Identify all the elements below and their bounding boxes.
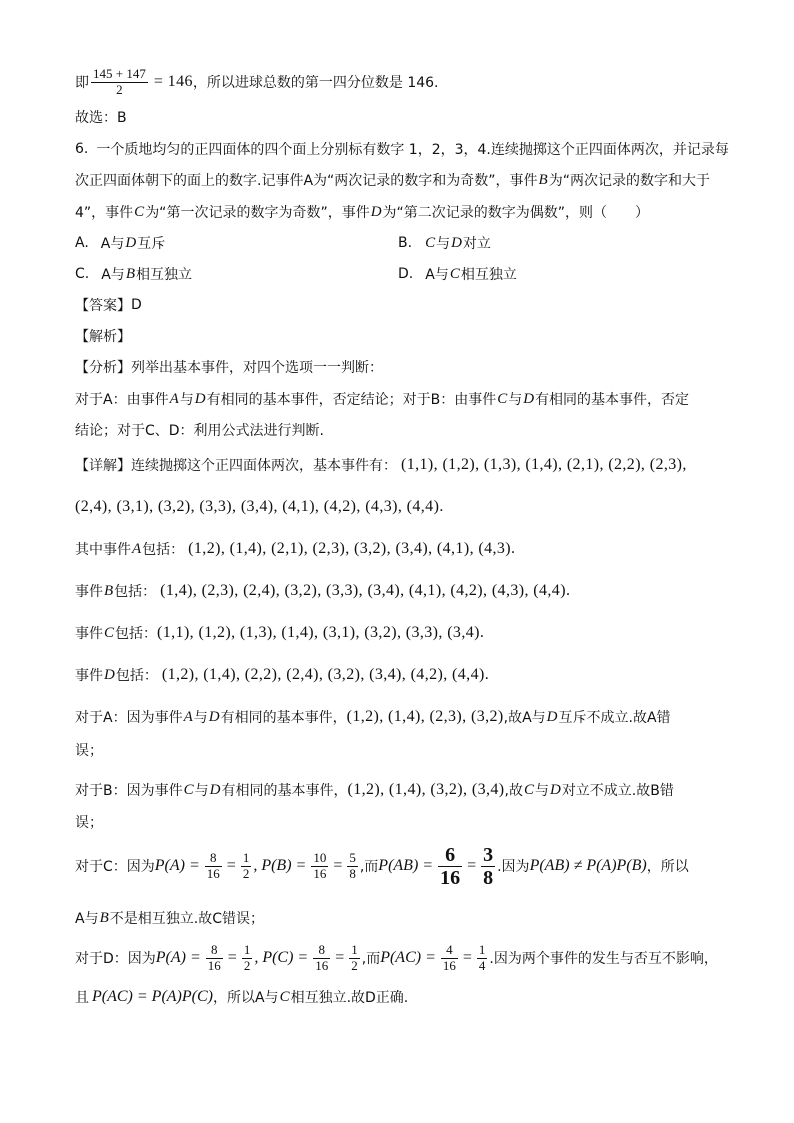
text-run: . bbox=[439, 498, 444, 515]
event-a-line bbox=[75, 532, 515, 566]
outcome-list: (1,2), (1,4), (2,3), (3,2) bbox=[346, 708, 504, 725]
denominator: 2 bbox=[242, 865, 250, 881]
event-letter: A bbox=[169, 390, 179, 407]
text-run: ,而 bbox=[361, 951, 381, 967]
event-letter: C bbox=[449, 265, 460, 282]
equals-sign: = bbox=[226, 857, 236, 874]
previous-choice: 故选：B bbox=[75, 110, 127, 126]
text-run: 【分析】列举出基本事件，对四个选项一一判断： bbox=[75, 360, 383, 376]
check-c-line bbox=[75, 843, 689, 889]
text-run: . bbox=[479, 624, 485, 641]
denominator: 2 bbox=[351, 957, 358, 973]
denominator: 16 bbox=[440, 866, 461, 889]
numerator: 8 bbox=[313, 943, 330, 959]
equals-sign: = bbox=[333, 857, 343, 874]
option-label: C. bbox=[75, 266, 90, 282]
equals-sign: = bbox=[227, 949, 237, 966]
text-run: 与 bbox=[193, 710, 208, 726]
outcome-list: (1,4), (2,3), (2,4), (3,2), (3,3), (3,4), (4,1), (4,2), (4,3), (4,4) bbox=[160, 582, 566, 599]
fraction bbox=[347, 851, 358, 882]
text-run: 有相同的基本事件， bbox=[220, 710, 347, 726]
event-letter: C bbox=[183, 781, 194, 798]
text-run: 对立 bbox=[462, 236, 491, 252]
event-letter: C bbox=[523, 781, 534, 798]
text-run: . bbox=[511, 540, 516, 557]
text-run: A与 bbox=[425, 267, 449, 283]
text-run: 且 bbox=[75, 990, 89, 1006]
text-run: 一个质地均匀的正四面体的四个面上分别标有数字 1，2，3，4.连续抛掷这个正四面体两次，并记录每 bbox=[96, 142, 729, 158]
outcome-list: (1,2), (1,4), (2,1), (2,3), (3,2), (3,4), (4,1), (4,3) bbox=[188, 540, 512, 557]
text-run: 4”，事件 bbox=[75, 205, 134, 221]
numerator: 6 bbox=[438, 844, 462, 867]
event-letter: C bbox=[425, 234, 436, 251]
question-number: 6. bbox=[75, 141, 89, 157]
fraction bbox=[438, 844, 462, 889]
text-run: 对于A：由事件 bbox=[75, 392, 169, 408]
text-run: . bbox=[565, 582, 571, 599]
text-run: 与 bbox=[534, 783, 549, 799]
event-letter: C bbox=[279, 988, 290, 1005]
event-letter: D bbox=[546, 708, 558, 725]
text-run: 与 bbox=[194, 783, 209, 799]
denominator: 16 bbox=[315, 957, 329, 973]
check-b-line-2 bbox=[75, 805, 103, 839]
equals-sign: = bbox=[462, 949, 472, 966]
text-run: 有相同的基本事件，否定 bbox=[535, 392, 690, 408]
text-run: 对于D：因为 bbox=[75, 951, 156, 967]
event-letter: C bbox=[104, 624, 115, 641]
denominator: 16 bbox=[442, 957, 456, 973]
text-run: .因为两个事件的发生与否互不影响， bbox=[489, 951, 718, 967]
event-letter: C bbox=[134, 203, 145, 220]
event-letter: B bbox=[125, 265, 135, 282]
quartile-conclusion-line bbox=[75, 65, 439, 99]
fraction bbox=[441, 943, 458, 974]
option-a bbox=[75, 226, 165, 260]
text-run: 即 bbox=[75, 75, 89, 91]
text-run: 对立不成立.故B错 bbox=[561, 783, 674, 799]
event-letter: C bbox=[497, 390, 508, 407]
check-d-line bbox=[75, 941, 718, 975]
probability-expression: , P(C) = bbox=[254, 949, 309, 966]
numerator: 4 bbox=[441, 943, 458, 959]
denominator: 2 bbox=[243, 957, 251, 973]
text-run: 【详解】连续抛掷这个正四面体两次，基本事件有： bbox=[75, 458, 397, 474]
denominator: 4 bbox=[478, 957, 486, 973]
text-run: A与 bbox=[100, 236, 125, 252]
text-run: 对于B：因为事件 bbox=[75, 783, 183, 799]
answer-tag: 【答案】 bbox=[75, 298, 131, 314]
check-a-line bbox=[75, 700, 671, 734]
detail-intro-line-2 bbox=[75, 490, 444, 524]
text-run: ，所以A与 bbox=[212, 990, 279, 1006]
numerator: 3 bbox=[483, 843, 494, 866]
denominator: 16 bbox=[313, 865, 327, 881]
event-letter: D bbox=[549, 781, 561, 798]
text-run: 事件 bbox=[75, 668, 103, 684]
text-run: 事件 bbox=[75, 626, 103, 642]
probability-equation: P(AC) = P(A)P(C) bbox=[92, 988, 213, 1005]
probability-expression: P(AC) = bbox=[380, 949, 436, 966]
text-run: 与 bbox=[508, 392, 523, 408]
question-line-3 bbox=[75, 195, 649, 229]
text-run: 相互独立 bbox=[460, 267, 517, 283]
text-run: 误； bbox=[75, 743, 103, 759]
text-run: 与 bbox=[179, 392, 194, 408]
text-run: . bbox=[484, 666, 490, 683]
text-run: ，所以 bbox=[646, 859, 689, 875]
text-run: 结论；对于C、D：利用公式法进行判断. bbox=[75, 423, 325, 439]
numerator: 5 bbox=[349, 849, 356, 865]
outcome-list: (1,1), (1,2), (1,3), (1,4), (3,1), (3,2), (3,3), (3,4) bbox=[157, 624, 480, 641]
option-b bbox=[398, 226, 491, 260]
text-run: 包括： bbox=[142, 542, 185, 558]
text-run: ,故 bbox=[504, 783, 523, 799]
text-run: 包括： bbox=[114, 584, 157, 600]
text-run: 事件 bbox=[75, 584, 103, 600]
numerator: 145 + 147 bbox=[93, 65, 146, 81]
text-run: 有相同的基本事件，否定结论；对于B：由事件 bbox=[206, 392, 497, 408]
event-c-line bbox=[75, 616, 484, 650]
fraction bbox=[241, 851, 252, 882]
question-line-2 bbox=[75, 163, 710, 197]
numerator: 1 bbox=[242, 849, 250, 865]
solution-tag: 【解析】 bbox=[75, 329, 131, 345]
text-run: A与 bbox=[101, 267, 125, 283]
check-d-line-2 bbox=[75, 980, 408, 1014]
numerator: 10 bbox=[313, 849, 327, 865]
previous-choice-line bbox=[75, 100, 127, 134]
event-letter: D bbox=[194, 390, 206, 407]
text-run: 为“第一次记录的数字为奇数”，事件 bbox=[145, 205, 370, 221]
denominator: 8 bbox=[349, 865, 356, 881]
text-run: ,而 bbox=[359, 859, 379, 875]
math-run: = 146 bbox=[153, 73, 193, 90]
denominator: 16 bbox=[206, 865, 220, 881]
fraction bbox=[242, 943, 253, 974]
event-d-line bbox=[75, 658, 489, 692]
solution-tag-line bbox=[75, 319, 131, 353]
text-run: 次正四面体朝下的面上的数字.记事件A为“两次记录的数字和为奇数”，事件 bbox=[75, 173, 538, 189]
check-c-line-2 bbox=[75, 901, 264, 935]
event-letter: D bbox=[208, 708, 220, 725]
event-letter: B bbox=[104, 582, 114, 599]
denominator: 8 bbox=[483, 866, 494, 889]
text-run: 相互独立 bbox=[135, 267, 192, 283]
option-label: B. bbox=[398, 235, 413, 251]
text-run: 有相同的基本事件， bbox=[221, 783, 348, 799]
outcome-list: (1,2), (1,4), (3,2), (3,4) bbox=[347, 781, 505, 798]
fraction bbox=[311, 851, 328, 882]
analysis-line-3 bbox=[75, 413, 324, 447]
probability-expression: , P(B) = bbox=[253, 857, 307, 874]
option-label: A. bbox=[75, 235, 89, 251]
option-label: D. bbox=[398, 266, 414, 282]
fraction bbox=[477, 943, 488, 974]
probability-expression: P(AB) = bbox=[378, 857, 434, 874]
text-run: 其中事件 bbox=[75, 542, 131, 558]
outcome-list: (2,4), (3,1), (3,2), (3,3), (3,4), (4,1), (4,2), (4,3), (4,4) bbox=[75, 498, 440, 515]
option-d bbox=[398, 257, 517, 291]
event-letter: A bbox=[132, 540, 142, 557]
equals-sign: = bbox=[335, 949, 345, 966]
fraction bbox=[313, 943, 330, 974]
numerator: 1 bbox=[478, 941, 486, 957]
event-letter: B bbox=[99, 909, 109, 926]
equals-sign: = bbox=[467, 857, 477, 874]
fraction bbox=[349, 943, 360, 974]
answer-line bbox=[75, 288, 142, 322]
answer-value: D bbox=[131, 297, 142, 313]
text-run: 对于A：因为事件 bbox=[75, 710, 183, 726]
option-c bbox=[75, 257, 192, 291]
denominator: 16 bbox=[207, 957, 221, 973]
numerator: 1 bbox=[243, 941, 251, 957]
fraction bbox=[205, 851, 222, 882]
event-letter: D bbox=[523, 390, 535, 407]
denominator: 2 bbox=[116, 81, 123, 97]
event-letter: D bbox=[125, 234, 137, 251]
event-letter: A bbox=[183, 708, 193, 725]
numerator: 8 bbox=[205, 851, 222, 867]
numerator: 1 bbox=[351, 941, 358, 957]
event-letter: B bbox=[538, 171, 548, 188]
detail-intro-line bbox=[75, 448, 687, 482]
text-run: 不是相互独立.故C错误； bbox=[109, 911, 264, 927]
text-run: A与 bbox=[75, 911, 99, 927]
text-run: 相互独立.故D正确. bbox=[290, 990, 409, 1006]
event-letter: D bbox=[104, 666, 115, 683]
analysis-line-1 bbox=[75, 350, 383, 384]
text-run: 包括： bbox=[115, 626, 158, 642]
text-run: 与 bbox=[436, 236, 451, 252]
text-run: 为“第二次记录的数字为偶数”，则（ ） bbox=[382, 205, 650, 221]
text-run: ，所以进球总数的第一四分位数是 146. bbox=[192, 75, 439, 91]
numerator: 8 bbox=[206, 943, 223, 959]
probability-expression: P(A) = bbox=[154, 857, 200, 874]
text-run: 互斥 bbox=[137, 236, 166, 252]
text-run: 互斥不成立.故A错 bbox=[558, 710, 671, 726]
check-b-line bbox=[75, 773, 674, 807]
text-run: 为“两次记录的数字和大于 bbox=[548, 173, 710, 189]
text-run: .因为 bbox=[497, 859, 530, 875]
event-letter: D bbox=[370, 203, 382, 220]
check-a-line-2 bbox=[75, 733, 103, 767]
question-line-1 bbox=[75, 132, 729, 166]
outcome-list: (1,1), (1,2), (1,3), (1,4), (2,1), (2,2), (2,3), bbox=[401, 456, 687, 473]
event-letter: D bbox=[451, 234, 462, 251]
text-run: 误； bbox=[75, 815, 103, 831]
fraction bbox=[91, 67, 148, 98]
text-run: 包括： bbox=[115, 668, 158, 684]
event-letter: D bbox=[209, 781, 221, 798]
text-run: 对于C：因为 bbox=[75, 859, 155, 875]
fraction bbox=[206, 943, 223, 974]
text-run: ,故A与 bbox=[503, 710, 546, 726]
probability-expression: P(A) = bbox=[155, 949, 201, 966]
event-b-line bbox=[75, 574, 570, 608]
outcome-list: (1,2), (1,4), (2,2), (2,4), (3,2), (3,4), (4,2), (4,4) bbox=[161, 666, 485, 683]
analysis-line-2 bbox=[75, 382, 689, 416]
fraction bbox=[481, 844, 495, 889]
probability-inequality: P(AB) ≠ P(A)P(B) bbox=[529, 857, 647, 874]
